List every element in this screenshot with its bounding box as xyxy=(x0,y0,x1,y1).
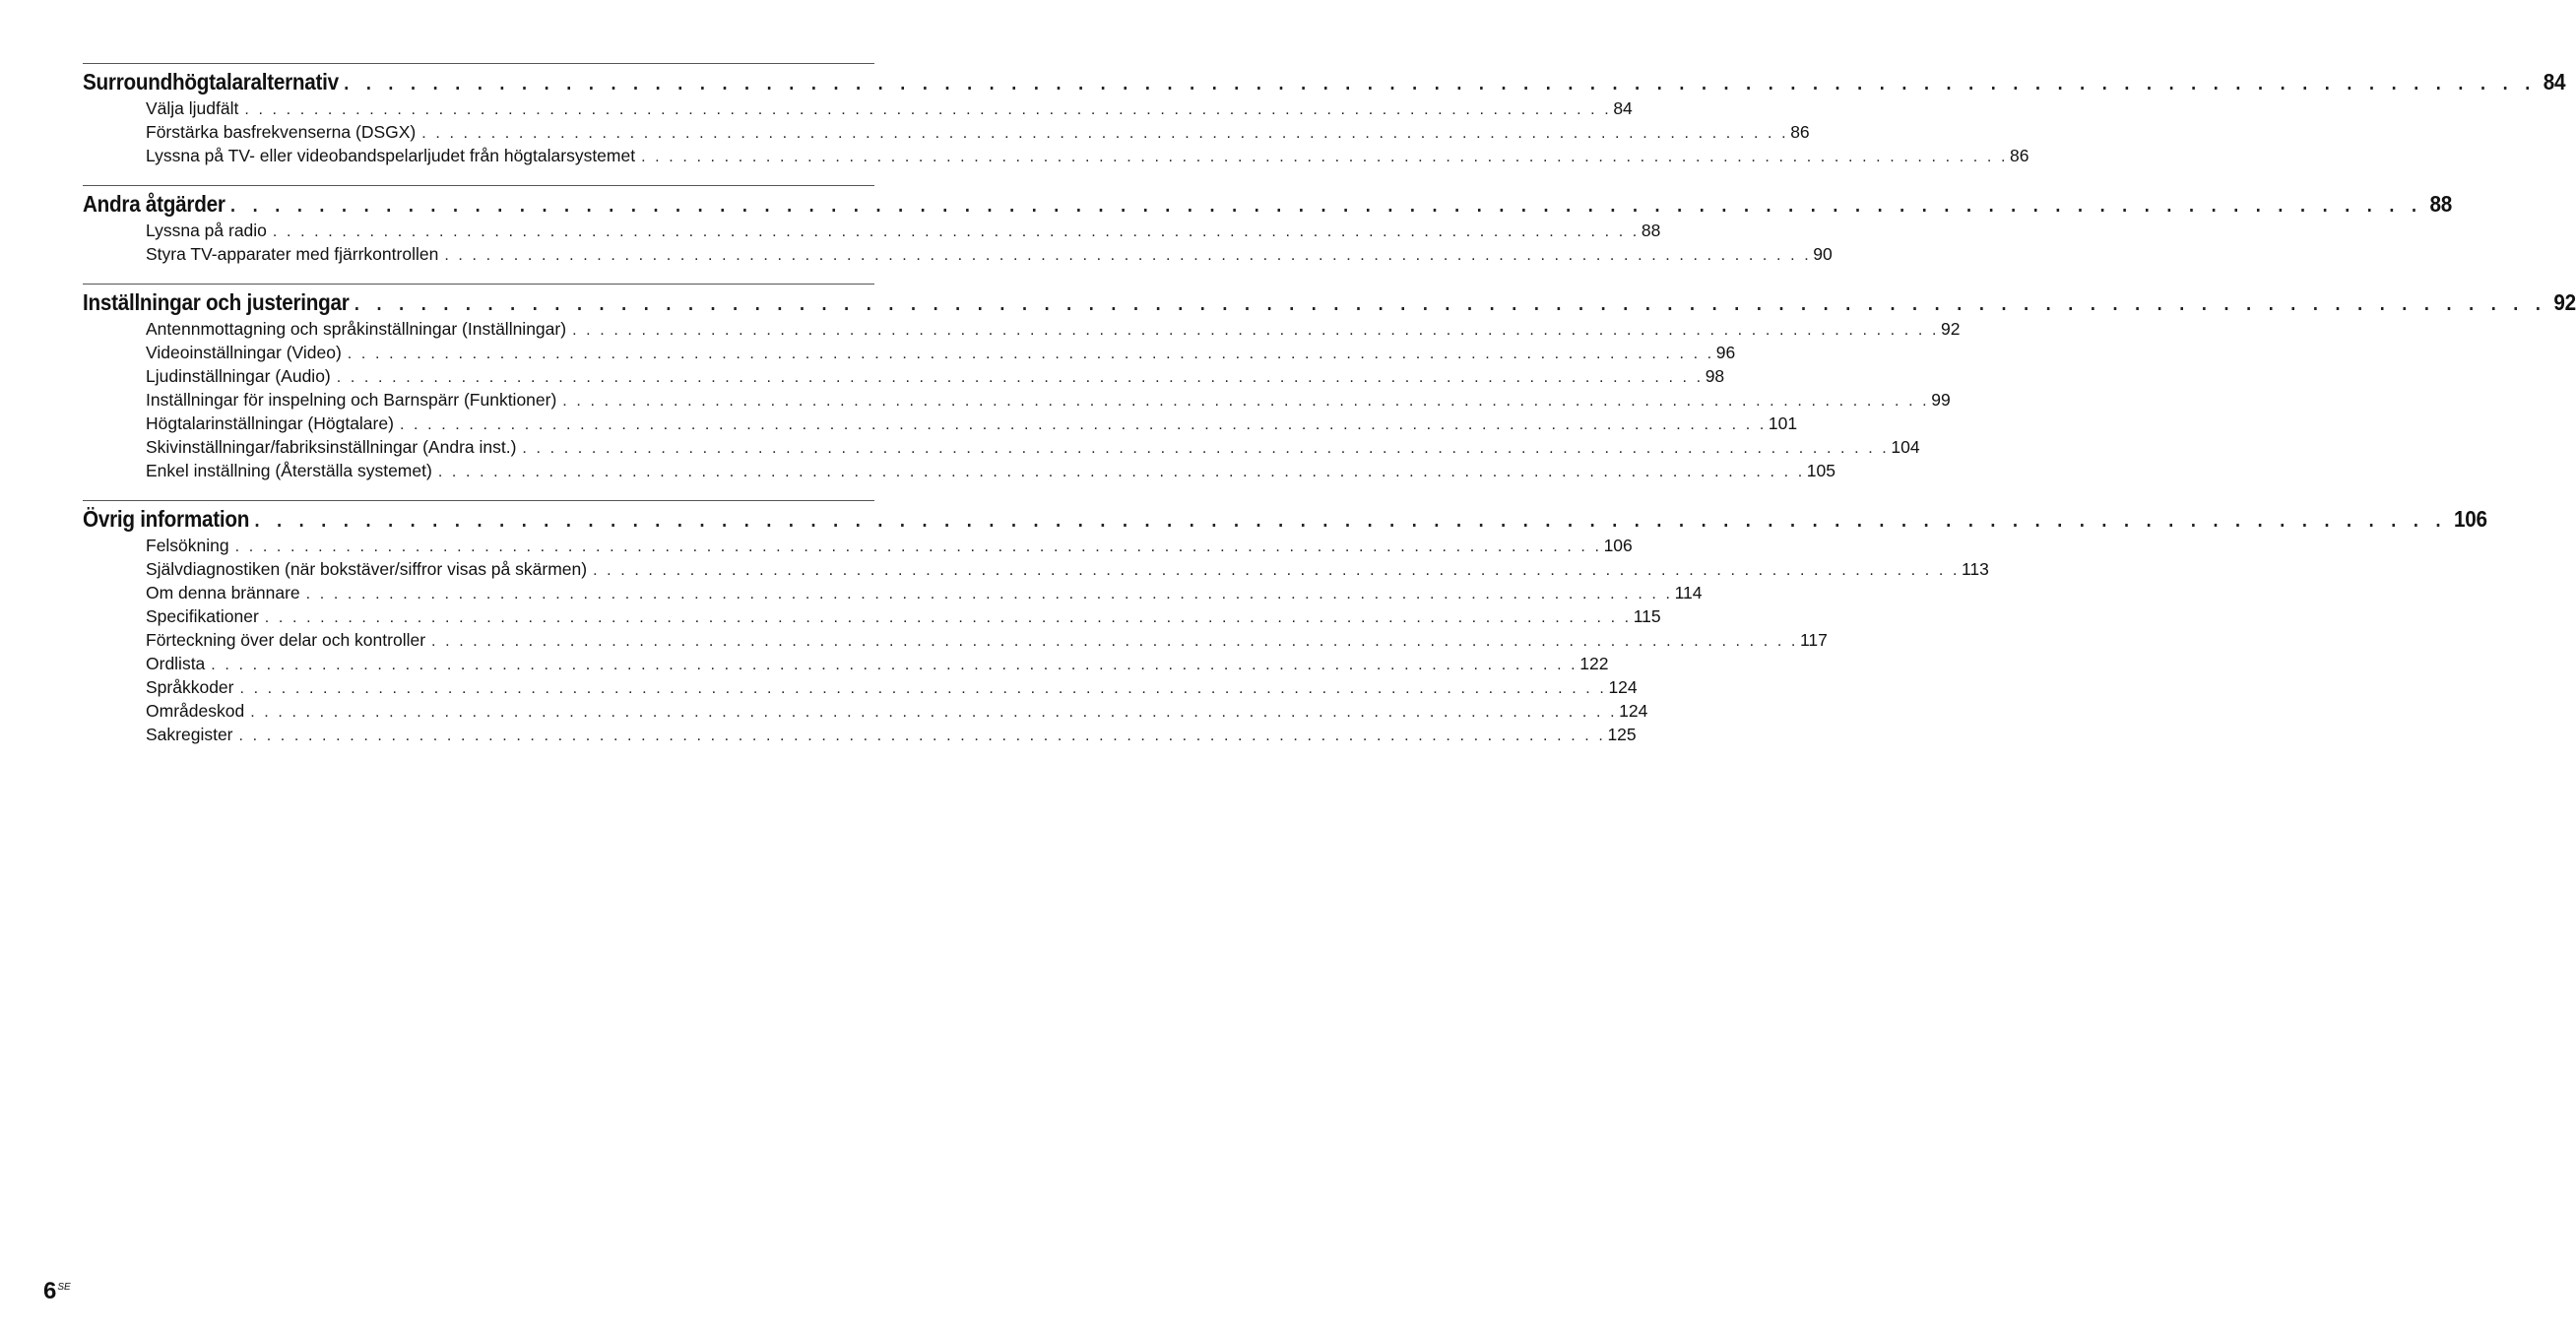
toc-entry[interactable] xyxy=(146,364,1725,388)
entry-title: Högtalarinställningar (Högtalare) xyxy=(146,413,394,433)
dot-leader: . . . . . . . . . . . . . . . . . . . . . . . . . . . . . . . . . . . . . . . . . . . . . . . . . . . . . . . . . . . . . . . . . . . . . . . . . . . . . . . . . . . . . . . . . . . . . . . . . . . xyxy=(211,657,1578,673)
dot-leader: . . . . . . . . . . . . . . . . . . . . . . . . . . . . . . . . . . . . . . . . . . . . . . . . . . . . . . . . . . . . . . . . . . . . . . . . . . . . . . . . . . . . . . . . . . . . . . . . . . . xyxy=(264,609,1632,626)
toc-section xyxy=(83,185,2453,266)
dot-leader: . . . . . . . . . . . . . . . . . . . . . . . . . . . . . . . . . . . . . . . . . . . . . . . . . . . . . . . . . . . . . . . . . . . . . . . . . . . . . . . . . . . . . . . . . . . . . . . . . . . xyxy=(444,247,1812,264)
toc-entry[interactable] xyxy=(146,144,2029,167)
entry-title: Välja ljudfält xyxy=(146,98,239,118)
entry-title: Specifikationer xyxy=(146,606,259,626)
toc-entry[interactable] xyxy=(146,534,1633,557)
dot-leader: . . . . . . . . . . . . . . . . . . . . . . . . . . . . . . . . . . . . . . . . . . . . . . . . . . . . . . . . . . . . . . . . . . . . . . . . . . . . . . . . . . . . . . . . . . . . . . . . . . . xyxy=(336,369,1704,386)
dot-leader: . . . . . . . . . . . . . . . . . . . . . . . . . . . . . . . . . . . . . . . . . . . . . . . . . . . . . . . . . . . . . . . . . . . . . . . . . . . . . . . . . . . . . . . . . . . . . . . . . . . xyxy=(272,223,1640,240)
dot-leader: . . . . . . . . . . . . . . . . . . . . . . . . . . . . . . . . . . . . . . . . . . . . . . . . . . . . . . . . . . . . . . . . . . . . . . . . . . . . . . . . . . . . . . . . . . . . . . . . . . . xyxy=(431,633,1798,650)
entry-list xyxy=(83,534,1989,746)
toc-entry[interactable] xyxy=(146,96,1633,120)
dot-leader: . . . . . . . . . . . . . . . . . . . . . . . . . . . . . . . . . . . . . . . . . . . . . . . . . . . . . . . . . . . . . . . . . . . . . . . . . . . . . . . . . . . . . . . . . . . . . . . . . . . xyxy=(344,73,2537,95)
entry-page: 122 xyxy=(1579,654,1609,673)
section-title: Inställningar och justeringar xyxy=(83,289,350,315)
toc-entry[interactable] xyxy=(146,628,1828,652)
toc-entry[interactable] xyxy=(146,435,1920,459)
dot-leader: . . . . . . . . . . . . . . . . . . . . . . . . . . . . . . . . . . . . . . . . . . . . . . . . . . . . . . . . . . . . . . . . . . . . . . . . . . . . . . . . . . . . . . . . . . . . . . . . . . . xyxy=(254,510,2447,532)
dot-leader: . . . . . . . . . . . . . . . . . . . . . . . . . . . . . . . . . . . . . . . . . . . . . . . . . . . . . . . . . . . . . . . . . . . . . . . . . . . . . . . . . . . . . . . . . . . . . . . . . . . xyxy=(244,101,1612,118)
entry-title: Ljudinställningar (Audio) xyxy=(146,366,331,386)
toc-entry[interactable] xyxy=(146,557,1989,581)
entry-title: Videoinställningar (Video) xyxy=(146,343,342,362)
toc-entry[interactable] xyxy=(146,120,1810,144)
dot-leader: . . . . . . . . . . . . . . . . . . . . . . . . . . . . . . . . . . . . . . . . . . . . . . . . . . . . . . . . . . . . . . . . . . . . . . . . . . . . . . . . . . . . . . . . . . . . . . . . . . . xyxy=(234,539,1602,555)
entry-title: Felsökning xyxy=(146,536,229,555)
dot-leader: . . . . . . . . . . . . . . . . . . . . . . . . . . . . . . . . . . . . . . . . . . . . . . . . . . . . . . . . . . . . . . . . . . . . . . . . . . . . . . . . . . . . . . . . . . . . . . . . . . . xyxy=(421,125,1789,142)
section-title: Övrig information xyxy=(83,506,250,532)
dot-leader: . . . . . . . . . . . . . . . . . . . . . . . . . . . . . . . . . . . . . . . . . . . . . . . . . . . . . . . . . . . . . . . . . . . . . . . . . . . . . . . . . . . . . . . . . . . . . . . . . . . xyxy=(399,416,1767,433)
dot-leader: . . . . . . . . . . . . . . . . . . . . . . . . . . . . . . . . . . . . . . . . . . . . . . . . . . . . . . . . . . . . . . . . . . . . . . . . . . . . . . . . . . . . . . . . . . . . . . . . . . . xyxy=(239,680,1607,697)
dot-leader: . . . . . . . . . . . . . . . . . . . . . . . . . . . . . . . . . . . . . . . . . . . . . . . . . . . . . . . . . . . . . . . . . . . . . . . . . . . . . . . . . . . . . . . . . . . . . . . . . . . xyxy=(572,322,1939,339)
entry-page: 115 xyxy=(1633,606,1661,626)
entry-title: Ordlista xyxy=(146,654,206,673)
toc-entry[interactable] xyxy=(146,604,1661,628)
dot-leader: . . . . . . . . . . . . . . . . . . . . . . . . . . . . . . . . . . . . . . . . . . . . . . . . . . . . . . . . . . . . . . . . . . . . . . . . . . . . . . . . . . . . . . . . . . . . . . . . . . . xyxy=(641,149,2009,165)
entry-page: 113 xyxy=(1962,559,1989,579)
entry-title: Lyssna på radio xyxy=(146,221,267,240)
entry-title: Styra TV-apparater med fjärrkontrollen xyxy=(146,244,439,264)
toc-entry[interactable] xyxy=(146,412,1798,435)
toc-entry[interactable] xyxy=(146,699,1648,723)
entry-title: Språkkoder xyxy=(146,677,234,697)
entry-list xyxy=(83,317,1961,482)
entry-title: Enkel inställning (Återställa systemet) xyxy=(146,461,432,480)
entry-title: Skivinställningar/fabriksinställningar (Andra inst.) xyxy=(146,437,517,457)
entry-title: Förstärka basfrekvenserna (DSGX) xyxy=(146,122,417,142)
section-title: Surroundhögtalaralternativ xyxy=(83,69,339,95)
section-page: 92 xyxy=(2553,289,2576,315)
section-heading[interactable] xyxy=(83,286,2576,316)
toc-entry[interactable] xyxy=(146,675,1638,699)
section-heading[interactable] xyxy=(83,66,2566,95)
entry-title: Förteckning över delar och kontroller xyxy=(146,630,426,650)
section-title: Andra åtgärder xyxy=(83,191,225,217)
dot-leader: . . . . . . . . . . . . . . . . . . . . . . . . . . . . . . . . . . . . . . . . . . . . . . . . . . . . . . . . . . . . . . . . . . . . . . . . . . . . . . . . . . . . . . . . . . . . . . . . . . . xyxy=(305,586,1673,602)
entry-list xyxy=(83,96,2029,167)
toc-entry[interactable] xyxy=(146,242,1833,266)
entry-title: Inställningar för inspelning och Barnspärr (Funktioner) xyxy=(146,390,557,410)
dot-leader: . . . . . . . . . . . . . . . . . . . . . . . . . . . . . . . . . . . . . . . . . . . . . . . . . . . . . . . . . . . . . . . . . . . . . . . . . . . . . . . . . . . . . . . . . . . . . . . . . . . xyxy=(250,704,1618,721)
page-number: 6 xyxy=(43,1278,57,1304)
entry-page: 99 xyxy=(1931,390,1951,410)
section-heading[interactable] xyxy=(83,188,2453,218)
toc-entry[interactable] xyxy=(146,317,1961,341)
entry-page: 84 xyxy=(1613,98,1633,118)
toc-entry[interactable] xyxy=(146,388,1951,412)
entry-page: 86 xyxy=(1790,122,1810,142)
table-of-contents xyxy=(83,63,2576,764)
entry-page: 86 xyxy=(2010,146,2029,165)
toc-entry[interactable] xyxy=(146,459,1835,482)
toc-entry[interactable] xyxy=(146,219,1661,242)
entry-page: 101 xyxy=(1768,413,1798,433)
entry-page: 106 xyxy=(1603,536,1633,555)
section-page: 106 xyxy=(2453,506,2487,532)
entry-page: 98 xyxy=(1705,366,1725,386)
dot-leader: . . . . . . . . . . . . . . . . . . . . . . . . . . . . . . . . . . . . . . . . . . . . . . . . . . . . . . . . . . . . . . . . . . . . . . . . . . . . . . . . . . . . . . . . . . . . . . . . . . . xyxy=(593,562,1960,579)
entry-title: Om denna brännare xyxy=(146,583,300,602)
entry-page: 124 xyxy=(1619,701,1648,721)
toc-entry[interactable] xyxy=(146,581,1703,604)
dot-leader: . . . . . . . . . . . . . . . . . . . . . . . . . . . . . . . . . . . . . . . . . . . . . . . . . . . . . . . . . . . . . . . . . . . . . . . . . . . . . . . . . . . . . . . . . . . . . . . . . . . xyxy=(522,440,1890,457)
dot-leader: . . . . . . . . . . . . . . . . . . . . . . . . . . . . . . . . . . . . . . . . . . . . . . . . . . . . . . . . . . . . . . . . . . . . . . . . . . . . . . . . . . . . . . . . . . . . . . . . . . . xyxy=(562,393,1930,410)
entry-list xyxy=(83,219,1833,266)
entry-page: 124 xyxy=(1608,677,1638,697)
section-page: 84 xyxy=(2543,69,2566,95)
entry-page: 117 xyxy=(1799,630,1828,650)
entry-title: Självdiagnostiken (när bokstäver/siffror visas på skärmen) xyxy=(146,559,588,579)
entry-page: 88 xyxy=(1641,221,1661,240)
toc-section xyxy=(83,284,2576,482)
toc-entry[interactable] xyxy=(146,723,1637,746)
entry-page: 114 xyxy=(1674,583,1703,602)
entry-page: 96 xyxy=(1715,343,1736,362)
entry-title: Områdeskod xyxy=(146,701,245,721)
entry-title: Antennmottagning och språkinställningar (Inställningar) xyxy=(146,319,567,339)
section-heading[interactable] xyxy=(83,503,2487,533)
entry-page: 104 xyxy=(1891,437,1920,457)
toc-entry[interactable] xyxy=(146,652,1609,675)
toc-section xyxy=(83,500,2487,746)
entry-page: 90 xyxy=(1813,244,1833,264)
entry-title: Lyssna på TV- eller videobandspelarljudet från högtalarsystemet xyxy=(146,146,636,165)
toc-section xyxy=(83,63,2566,167)
page-footer xyxy=(43,1278,71,1305)
dot-leader: . . . . . . . . . . . . . . . . . . . . . . . . . . . . . . . . . . . . . . . . . . . . . . . . . . . . . . . . . . . . . . . . . . . . . . . . . . . . . . . . . . . . . . . . . . . . . . . . . . . xyxy=(238,728,1606,744)
entry-page: 125 xyxy=(1607,725,1637,744)
entry-title: Sakregister xyxy=(146,725,233,744)
dot-leader: . . . . . . . . . . . . . . . . . . . . . . . . . . . . . . . . . . . . . . . . . . . . . . . . . . . . . . . . . . . . . . . . . . . . . . . . . . . . . . . . . . . . . . . . . . . . . . . . . . . xyxy=(437,464,1805,480)
dot-leader: . . . . . . . . . . . . . . . . . . . . . . . . . . . . . . . . . . . . . . . . . . . . . . . . . . . . . . . . . . . . . . . . . . . . . . . . . . . . . . . . . . . . . . . . . . . . . . . . . . . xyxy=(347,346,1714,362)
entry-page: 105 xyxy=(1806,461,1835,480)
section-page: 88 xyxy=(2429,191,2453,217)
dot-leader: . . . . . . . . . . . . . . . . . . . . . . . . . . . . . . . . . . . . . . . . . . . . . . . . . . . . . . . . . . . . . . . . . . . . . . . . . . . . . . . . . . . . . . . . . . . . . . . . . . . xyxy=(230,195,2423,217)
language-code: SE xyxy=(57,1282,71,1293)
entry-page: 92 xyxy=(1941,319,1961,339)
toc-entry[interactable] xyxy=(146,341,1736,364)
dot-leader: . . . . . . . . . . . . . . . . . . . . . . . . . . . . . . . . . . . . . . . . . . . . . . . . . . . . . . . . . . . . . . . . . . . . . . . . . . . . . . . . . . . . . . . . . . . . . . . . . . . xyxy=(354,293,2547,315)
